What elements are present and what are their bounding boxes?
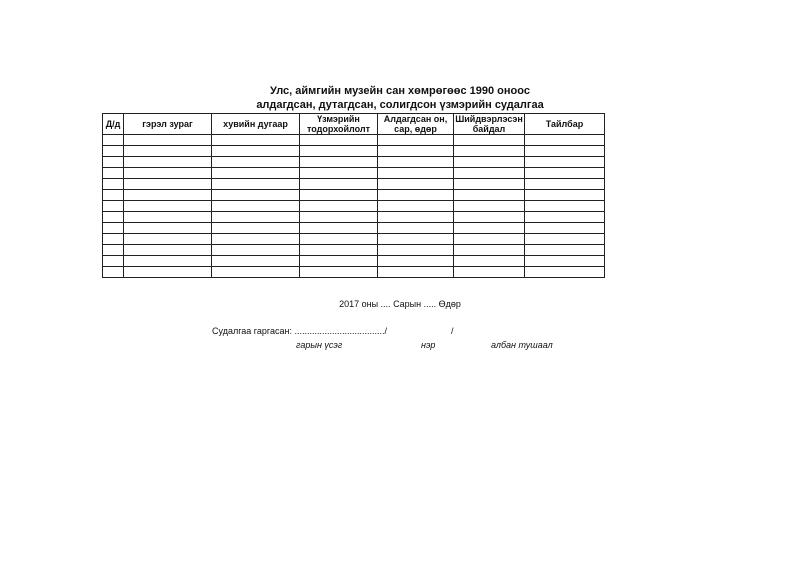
table-row: [103, 168, 605, 179]
table-cell: [103, 135, 124, 146]
table-cell: [300, 179, 378, 190]
table-row: [103, 157, 605, 168]
document-title-line-2: алдагдсан, дутагдсан, солигдсон үзмэрийн судалгаа: [256, 99, 544, 111]
header-number: Д/д: [103, 114, 124, 135]
table-cell: [525, 223, 605, 234]
table-cell: [378, 135, 454, 146]
header-exhibit-description: Үзмэрийн тодорхойлолт: [300, 114, 378, 135]
table-cell: [454, 157, 525, 168]
table-cell: [124, 190, 212, 201]
table-cell: [378, 157, 454, 168]
table-cell: [525, 179, 605, 190]
table-cell: [454, 168, 525, 179]
table-cell: [212, 135, 300, 146]
table-cell: [103, 267, 124, 278]
table-cell: [454, 212, 525, 223]
table-cell: [124, 245, 212, 256]
table-cell: [300, 157, 378, 168]
table-cell: [103, 157, 124, 168]
table-cell: [212, 157, 300, 168]
table-cell: [124, 146, 212, 157]
table-cell: [212, 168, 300, 179]
table-cell: [454, 201, 525, 212]
table-cell: [454, 135, 525, 146]
table-cell: [212, 212, 300, 223]
table-cell: [103, 179, 124, 190]
table-cell: [525, 201, 605, 212]
table-cell: [124, 179, 212, 190]
table-cell: [212, 146, 300, 157]
table-cell: [454, 245, 525, 256]
table-cell: [103, 201, 124, 212]
table-cell: [212, 179, 300, 190]
table-cell: [378, 179, 454, 190]
table-body: [103, 135, 605, 278]
table-cell: [124, 135, 212, 146]
table-cell: [103, 168, 124, 179]
signature-separator: /: [451, 326, 454, 336]
header-note: Тайлбар: [525, 114, 605, 135]
table-row: [103, 245, 605, 256]
table-cell: [454, 146, 525, 157]
table-row: [103, 201, 605, 212]
table-cell: [124, 267, 212, 278]
header-resolution-status: Шийдвэрлэсэн байдал: [455, 114, 523, 134]
table-cell: [300, 135, 378, 146]
table-cell: [378, 245, 454, 256]
table-cell: [525, 157, 605, 168]
table-cell: [212, 256, 300, 267]
table-cell: [300, 234, 378, 245]
table-cell: [525, 267, 605, 278]
table-cell: [378, 212, 454, 223]
table-cell: [454, 190, 525, 201]
table-cell: [300, 168, 378, 179]
table-cell: [525, 190, 605, 201]
document-title-line-1: Улс, аймгийн музейн сан хөмрөгөөс 1990 оноос: [270, 85, 530, 97]
table-cell: [103, 223, 124, 234]
table-cell: [103, 212, 124, 223]
table-cell: [378, 146, 454, 157]
table-cell: [525, 168, 605, 179]
table-cell: [103, 245, 124, 256]
table-cell: [212, 190, 300, 201]
table-row: [103, 256, 605, 267]
table-cell: [124, 256, 212, 267]
table-cell: [454, 234, 525, 245]
table-cell: [454, 223, 525, 234]
date-line: 2017 оны .... Сарын ..... Өдөр: [339, 299, 461, 309]
table-cell: [378, 267, 454, 278]
table-cell: [300, 146, 378, 157]
table-cell: [525, 234, 605, 245]
table-cell: [525, 135, 605, 146]
table-row: [103, 179, 605, 190]
table-cell: [212, 245, 300, 256]
table-cell: [124, 223, 212, 234]
table-cell: [454, 256, 525, 267]
table-cell: [378, 190, 454, 201]
table-cell: [124, 157, 212, 168]
table-cell: [103, 190, 124, 201]
table-row: [103, 212, 605, 223]
table-cell: [300, 223, 378, 234]
table-cell: [124, 168, 212, 179]
table-cell: [525, 256, 605, 267]
table-cell: [300, 201, 378, 212]
table-cell: [103, 256, 124, 267]
header-photo: гэрэл зураг: [124, 114, 212, 135]
table-row: [103, 267, 605, 278]
table-cell: [300, 212, 378, 223]
table-cell: [103, 146, 124, 157]
caption-signature: гарын үсэг: [296, 340, 343, 350]
header-personal-number: хувийн дугаар: [212, 114, 300, 135]
table-cell: [454, 179, 525, 190]
table-cell: [525, 146, 605, 157]
header-loss-date: Алдагдсан он, сар, өдөр: [378, 114, 454, 135]
table-cell: [124, 212, 212, 223]
table-row: [103, 234, 605, 245]
prepared-by-label: Судалгаа гаргасан: ..................................../: [212, 326, 387, 336]
table-cell: [212, 267, 300, 278]
table-cell: [378, 234, 454, 245]
table-row: [103, 135, 605, 146]
table-cell: [212, 223, 300, 234]
table-cell: [212, 234, 300, 245]
table-cell: [124, 201, 212, 212]
table-cell: [378, 256, 454, 267]
table-cell: [525, 212, 605, 223]
table-cell: [300, 267, 378, 278]
table-row: [103, 146, 605, 157]
table-cell: [103, 234, 124, 245]
table-cell: [300, 190, 378, 201]
table-header-row: [103, 114, 605, 135]
table-cell: [378, 223, 454, 234]
table-cell: [212, 201, 300, 212]
table-cell: [378, 201, 454, 212]
caption-name: нэр: [421, 340, 436, 350]
caption-position: албан тушаал: [491, 340, 553, 350]
table-row: [103, 223, 605, 234]
table-cell: [454, 267, 525, 278]
table-cell: [124, 234, 212, 245]
table-cell: [300, 245, 378, 256]
table-row: [103, 190, 605, 201]
table-cell: [378, 168, 454, 179]
exhibit-register-table: [102, 113, 605, 278]
table-cell: [525, 245, 605, 256]
table-cell: [300, 256, 378, 267]
